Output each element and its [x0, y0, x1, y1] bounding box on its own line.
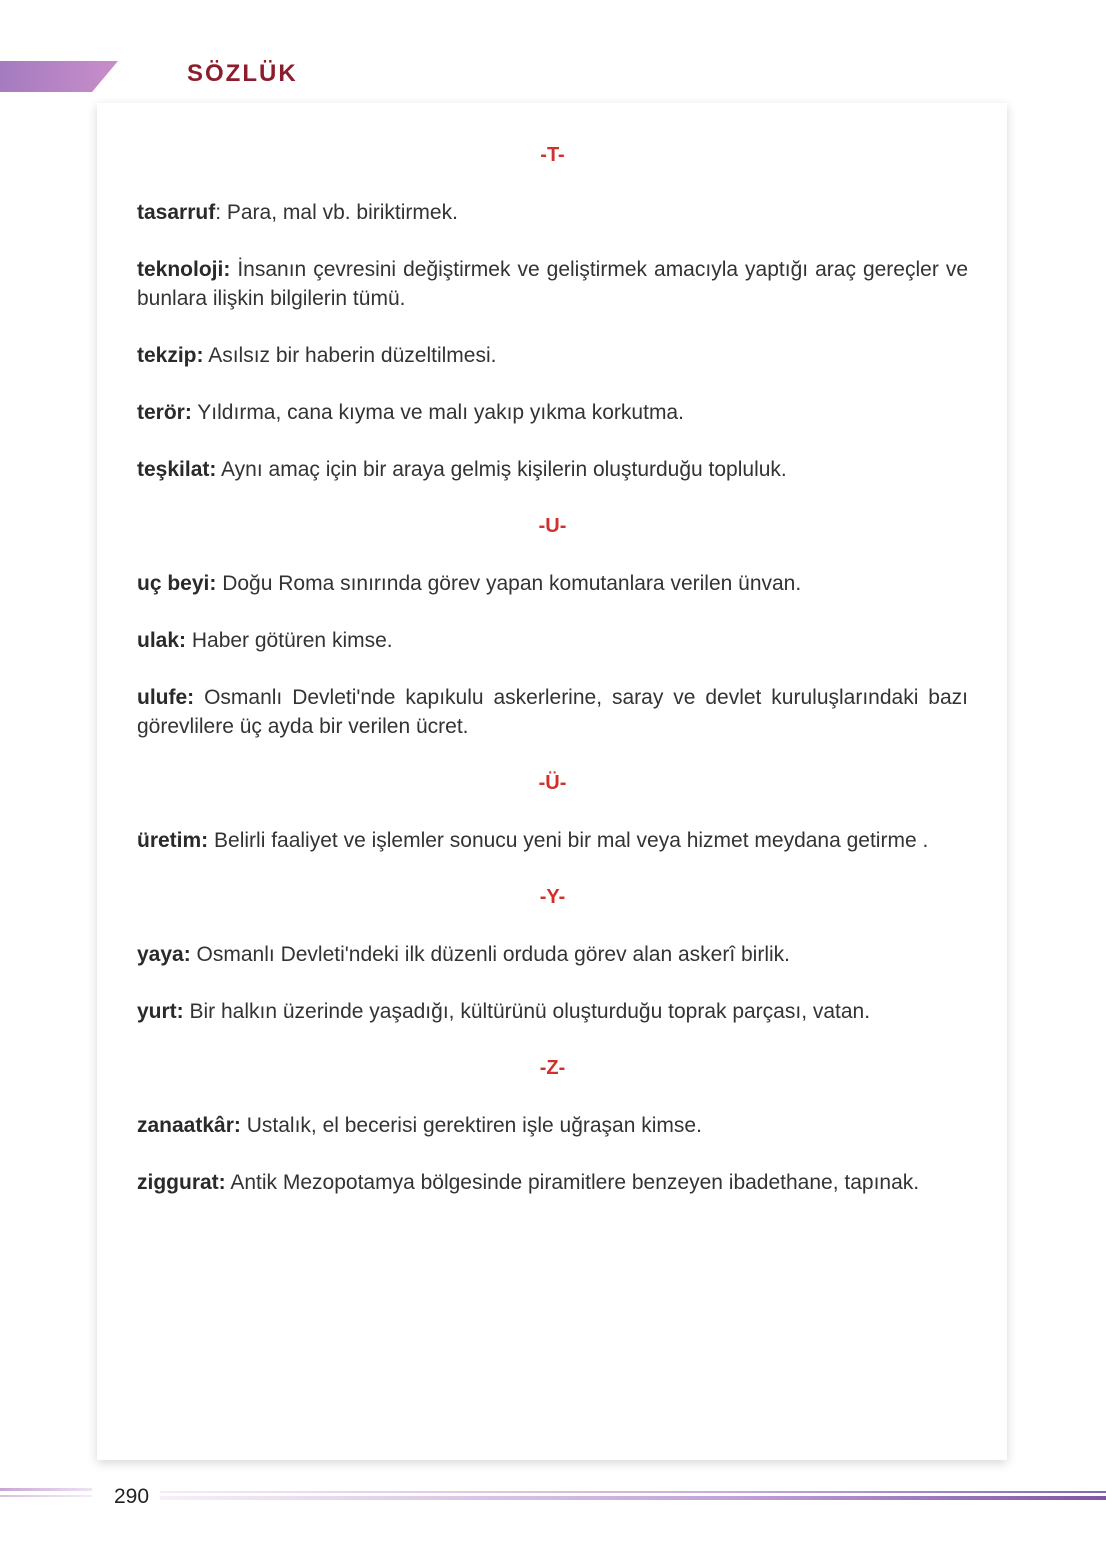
- entry-term: uç beyi:: [137, 572, 217, 595]
- entry-definition: Aynı amaç için bir araya gelmiş kişilerin oluşturduğu topluluk.: [216, 458, 787, 481]
- entry-term: ulak:: [137, 629, 187, 652]
- entry-definition: : Para, mal vb. biriktirmek.: [215, 201, 458, 224]
- glossary-entry: [137, 626, 968, 655]
- entry-definition: Haber götüren kimse.: [186, 629, 393, 652]
- entry-term: üretim:: [137, 829, 209, 852]
- glossary-entry: [137, 1168, 968, 1197]
- entry-term: ulufe:: [137, 686, 195, 709]
- entry-definition: Osmanlı Devleti'ndeki ilk düzenli orduda görev alan askerî birlik.: [190, 943, 791, 966]
- entry-definition: Doğu Roma sınırında görev yapan komutanlara verilen ünvan.: [216, 572, 802, 595]
- glossary-entry: [137, 997, 968, 1026]
- glossary-entry: [137, 341, 968, 370]
- entry-term: ziggurat:: [137, 1171, 226, 1194]
- page-title: SÖZLÜK: [187, 60, 298, 87]
- footer-line: [0, 1488, 92, 1491]
- glossary-entry: [137, 198, 968, 227]
- entry-term: zanaatkâr:: [137, 1114, 241, 1137]
- glossary-content: [137, 141, 968, 1225]
- glossary-entry: [137, 1111, 968, 1140]
- glossary-entry: [137, 255, 968, 313]
- footer-line: [0, 1495, 92, 1497]
- header-tab-decoration: [0, 61, 118, 92]
- footer-decoration: [0, 1486, 1106, 1502]
- glossary-card: [97, 103, 1007, 1460]
- entry-definition: Bir halkın üzerinde yaşadığı, kültürünü oluşturduğu toprak parçası, vatan.: [183, 1000, 871, 1023]
- glossary-entry: [137, 398, 968, 427]
- section-letter-u-umlaut: -Ü-: [538, 772, 567, 794]
- entry-definition: İnsanın çevresini değiştirmek ve geliştirmek amacıyla yaptığı araç gereçler ve bunlara ilişkin bilgilerin tümü.: [137, 258, 968, 310]
- glossary-entry: [137, 826, 968, 855]
- entry-term: tekzip:: [137, 344, 204, 367]
- entry-term: tasarruf: [137, 201, 216, 224]
- entry-definition: Osmanlı Devleti'nde kapıkulu askerlerine, saray ve devlet kuruluşlarındaki bazı görevlilere üç ayda bir verilen ücret.: [137, 686, 968, 738]
- entry-definition: Antik Mezopotamya bölgesinde piramitlere benzeyen ibadethane, tapınak.: [225, 1171, 920, 1194]
- footer-line: [160, 1496, 1106, 1500]
- glossary-entry: [137, 455, 968, 484]
- section-letter-z: -Z-: [539, 1057, 566, 1079]
- entry-term: teşkilat:: [137, 458, 217, 481]
- entry-definition: Belirli faaliyet ve işlemler sonucu yeni bir mal veya hizmet meydana getirme .: [208, 829, 929, 852]
- entry-term: yurt:: [137, 1000, 184, 1023]
- entry-definition: Ustalık, el becerisi gerektiren işle uğraşan kimse.: [240, 1114, 702, 1137]
- entry-term: teknoloji:: [137, 258, 231, 281]
- section-letter-t: -T-: [540, 144, 565, 166]
- entry-term: yaya:: [137, 943, 191, 966]
- glossary-entry: [137, 683, 968, 741]
- section-letter-u: -U-: [538, 515, 567, 537]
- page-number: 290: [114, 1485, 150, 1508]
- entry-definition: Asılsız bir haberin düzeltilmesi.: [203, 344, 497, 367]
- section-letter-y: -Y-: [539, 886, 566, 908]
- footer-line: [160, 1491, 1106, 1493]
- entry-term: terör:: [137, 401, 192, 424]
- glossary-entry: [137, 569, 968, 598]
- glossary-entry: [137, 940, 968, 969]
- entry-definition: Yıldırma, cana kıyma ve malı yakıp yıkma korkutma.: [191, 401, 684, 424]
